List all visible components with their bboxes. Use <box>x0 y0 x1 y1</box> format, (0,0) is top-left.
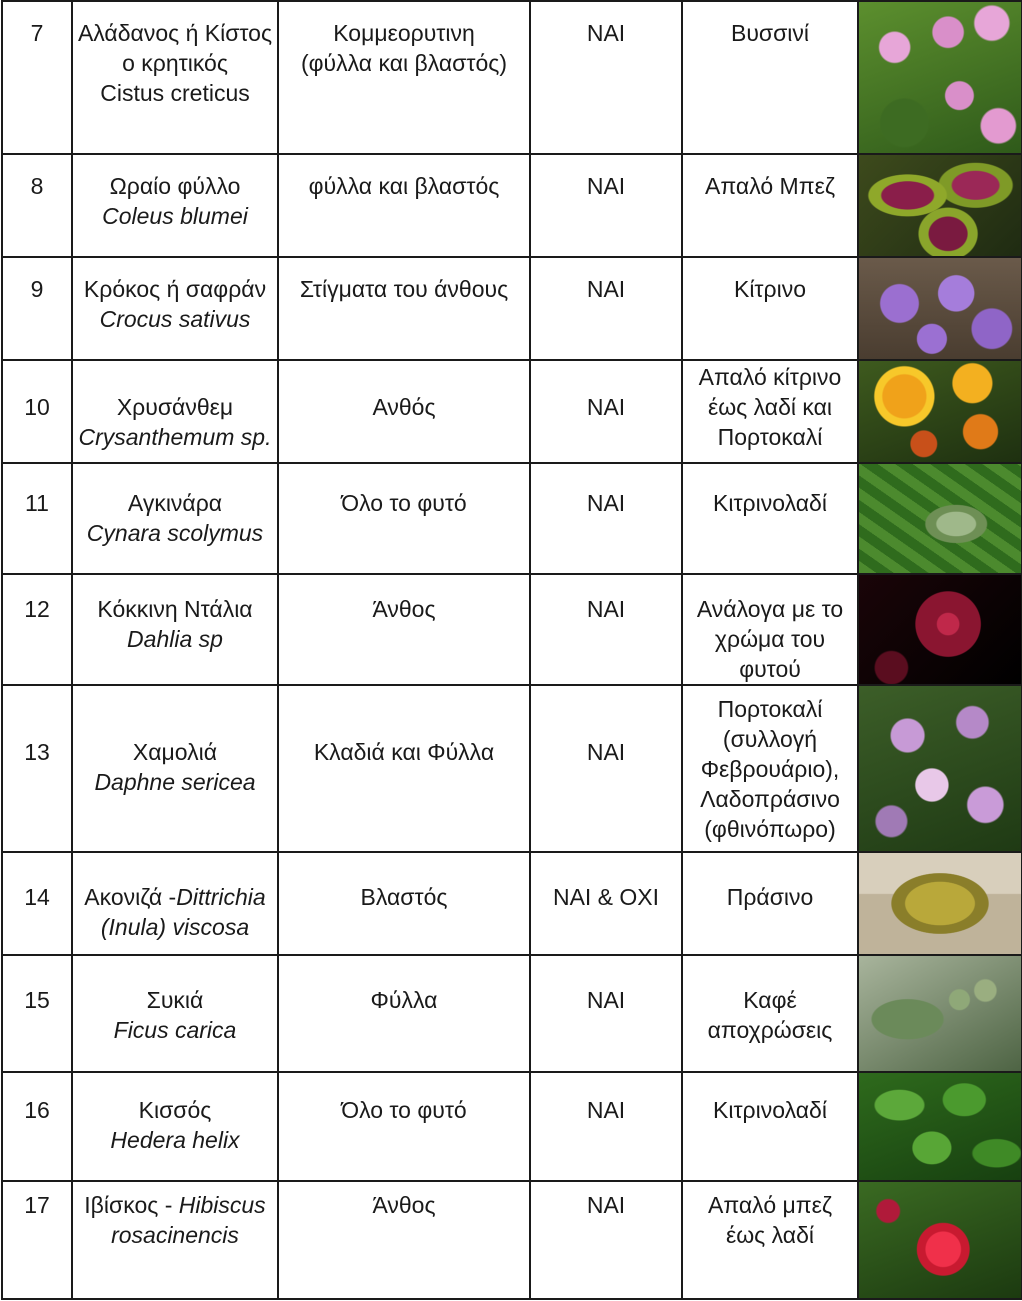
plant-part: Κομμεορυτινη (φύλλα και βλαστός) <box>278 1 530 154</box>
latin-name: Crocus sativus <box>99 306 251 332</box>
answer-cell: ΝΑΙ <box>530 955 682 1072</box>
dye-color: Κιτρινολαδί <box>682 463 858 574</box>
crocus-photo <box>859 258 1021 359</box>
answer-cell: ΝΑΙ <box>530 574 682 685</box>
plant-part: Βλαστός <box>278 852 530 955</box>
row-number: 11 <box>2 463 72 574</box>
plant-part: Όλο το φυτό <box>278 463 530 574</box>
plant-name: Κρόκος ή σαφράν Crocus sativus <box>72 257 278 360</box>
table-row <box>2 1072 1022 1181</box>
photo-cell <box>858 1072 1022 1181</box>
latin-name: Daphne sericea <box>94 769 256 795</box>
table-row <box>2 574 1022 685</box>
row-number: 7 <box>2 1 72 154</box>
latin-name: (Inula) viscosa <box>100 914 250 940</box>
row-number: 8 <box>2 154 72 257</box>
plant-part: Φύλλα <box>278 955 530 1072</box>
photo-cell <box>858 955 1022 1072</box>
row-number: 13 <box>2 685 72 852</box>
plant-name: Κόκκινη Ντάλια Dahlia sp <box>72 574 278 685</box>
row-number: 14 <box>2 852 72 955</box>
plant-name: Κισσός Hedera helix <box>72 1072 278 1181</box>
latin-name: Ficus carica <box>113 1017 237 1043</box>
cynara-photo <box>859 464 1021 573</box>
dye-color: Πορτοκαλί (συλλογή Φεβρουάριο), Λαδοπράσινο (φθινόπωρο) <box>682 685 858 852</box>
daphne-photo <box>859 686 1021 851</box>
row-number: 10 <box>2 360 72 463</box>
latin-name: Hedera helix <box>110 1127 240 1153</box>
plant-name: Ακονιζά -Dittrichia (Inula) viscosa <box>72 852 278 955</box>
plant-name: Χαμολιά Daphne sericea <box>72 685 278 852</box>
table-row <box>2 685 1022 852</box>
photo-cell <box>858 1181 1022 1299</box>
photo-cell <box>858 463 1022 574</box>
plant-name: Ιβίσκος - Hibiscus rosacinencis <box>72 1181 278 1299</box>
dye-color: Κιτρινολαδί <box>682 1072 858 1181</box>
photo-cell <box>858 154 1022 257</box>
dye-color: Πράσινο <box>682 852 858 955</box>
coleus-photo <box>859 155 1021 256</box>
dye-color: Απαλό κίτρινο έως λαδί και Πορτοκαλί <box>682 360 858 463</box>
table-row <box>2 852 1022 955</box>
plant-name: Αλάδανος ή Κίστος ο κρητικός Cistus creticus <box>72 1 278 154</box>
hedera-photo <box>859 1073 1021 1180</box>
dye-color: Βυσσινί <box>682 1 858 154</box>
row-number: 16 <box>2 1072 72 1181</box>
answer-cell: ΝΑΙ <box>530 685 682 852</box>
row-number: 17 <box>2 1181 72 1299</box>
table-row <box>2 360 1022 463</box>
latin-name: rosacinencis <box>111 1222 239 1248</box>
plant-part: Ανθός <box>278 360 530 463</box>
answer-cell: ΝΑΙ <box>530 1 682 154</box>
latin-name: Dittrichia <box>176 884 266 910</box>
table-row <box>2 154 1022 257</box>
answer-cell: ΝΑΙ <box>530 463 682 574</box>
photo-cell <box>858 574 1022 685</box>
dye-color: Ανάλογα με το χρώμα του φυτού <box>682 574 858 685</box>
plant-part: Άνθος <box>278 574 530 685</box>
latin-name: Cynara scolymus <box>86 520 264 546</box>
photo-cell <box>858 257 1022 360</box>
plant-name: Συκιά Ficus carica <box>72 955 278 1072</box>
dye-plants-table <box>1 0 1022 1300</box>
latin-name: Dahlia sp <box>127 626 223 652</box>
plant-part: Κλαδιά και Φύλλα <box>278 685 530 852</box>
dittrichia-photo <box>859 853 1021 954</box>
table-row <box>2 1 1022 154</box>
answer-cell: ΝΑΙ & ΟΧΙ <box>530 852 682 955</box>
latin-name: Cistus creticus <box>100 80 250 106</box>
plant-part: Όλο το φυτό <box>278 1072 530 1181</box>
row-number: 9 <box>2 257 72 360</box>
plant-name: Ωραίο φύλλο Coleus blumei <box>72 154 278 257</box>
ficus-photo <box>859 956 1021 1071</box>
table-row <box>2 463 1022 574</box>
table-row <box>2 257 1022 360</box>
answer-cell: ΝΑΙ <box>530 1072 682 1181</box>
chrysanthemum-photo <box>859 361 1021 462</box>
plant-part: φύλλα και βλαστός <box>278 154 530 257</box>
cistus-photo <box>859 2 1021 153</box>
latin-name: Coleus blumei <box>102 203 248 229</box>
answer-cell: ΝΑΙ <box>530 360 682 463</box>
dahlia-photo <box>859 575 1021 684</box>
table-row <box>2 1181 1022 1299</box>
table-row <box>2 955 1022 1072</box>
photo-cell <box>858 685 1022 852</box>
answer-cell: ΝΑΙ <box>530 1181 682 1299</box>
latin-name: Crysanthemum sp. <box>78 424 272 450</box>
answer-cell: ΝΑΙ <box>530 257 682 360</box>
dye-color: Καφέ αποχρώσεις <box>682 955 858 1072</box>
latin-name: Hibiscus <box>178 1192 266 1218</box>
plant-part: Στίγματα του άνθους <box>278 257 530 360</box>
row-number: 12 <box>2 574 72 685</box>
dye-color: Απαλό μπεζ έως λαδί <box>682 1181 858 1299</box>
dye-color: Απαλό Μπεζ <box>682 154 858 257</box>
dye-color: Κίτρινο <box>682 257 858 360</box>
photo-cell <box>858 360 1022 463</box>
hibiscus-photo <box>859 1182 1021 1298</box>
photo-cell <box>858 852 1022 955</box>
photo-cell <box>858 1 1022 154</box>
plant-name: Αγκινάρα Cynara scolymus <box>72 463 278 574</box>
answer-cell: ΝΑΙ <box>530 154 682 257</box>
row-number: 15 <box>2 955 72 1072</box>
plant-part: Άνθος <box>278 1181 530 1299</box>
plant-name: Χρυσάνθεμ Crysanthemum sp. <box>72 360 278 463</box>
